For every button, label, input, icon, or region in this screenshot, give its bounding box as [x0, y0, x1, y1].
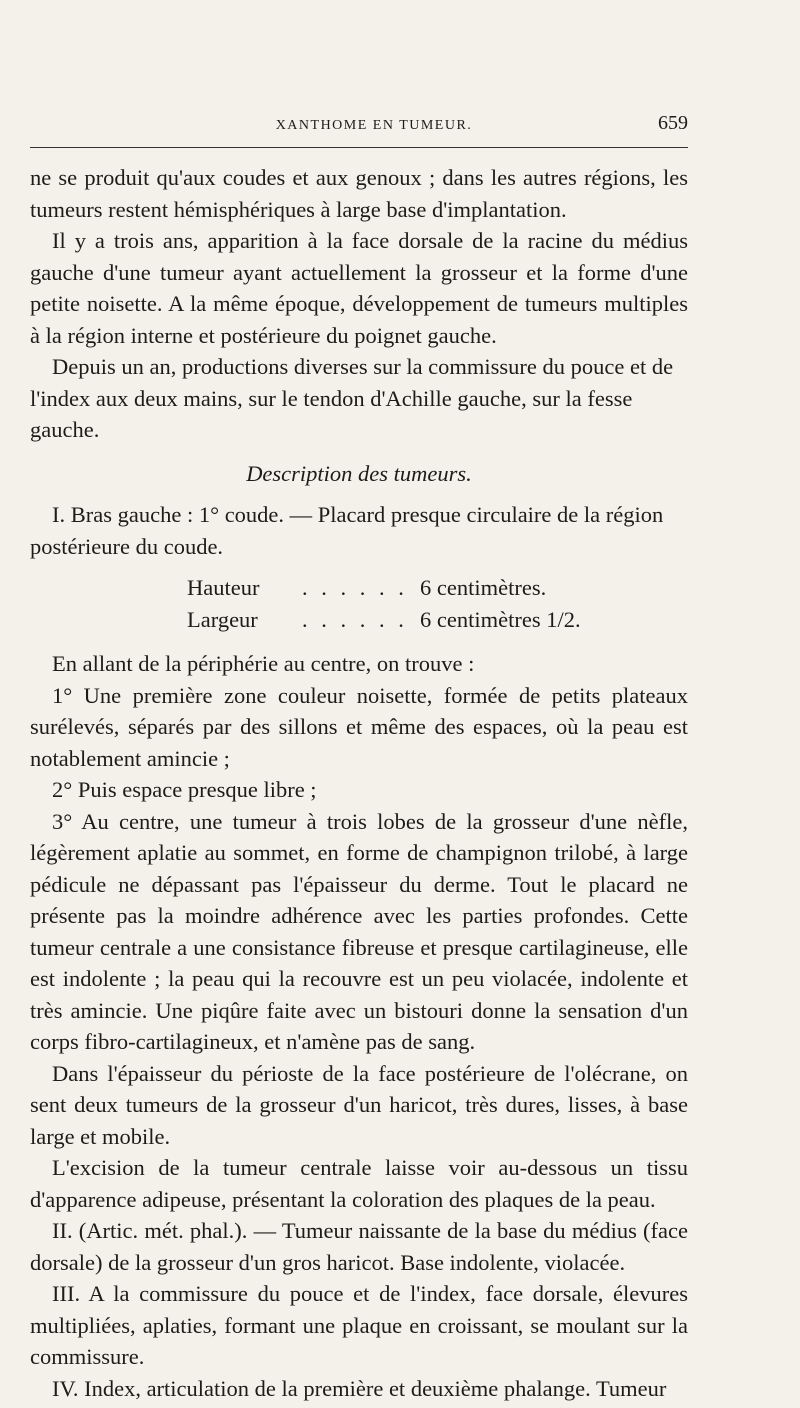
paragraph: I. Bras gauche : 1° coude. — Placard presque circulaire de la région postérieure du coude. [30, 502, 664, 559]
measurement-dots: . . . . . . [302, 575, 408, 600]
paragraph: II. (Artic. mét. phal.). — Tumeur naissante de la base du médius (face dorsale) de la grosseur d'un gros haricot. Base indolente, violacée. [30, 1218, 688, 1275]
section-heading: Description des tumeurs. [246, 460, 472, 486]
measurement-dots: . . . . . . [302, 607, 408, 632]
measurement-value: 6 centimètres. [420, 575, 547, 600]
measurement-table [187, 572, 688, 636]
measurement-label: Hauteur [187, 575, 260, 600]
body-text [30, 162, 688, 1404]
paragraph: 3° Au centre, une tumeur à trois lobes de la grosseur d'une nèfle, légèrement aplatie au sommet, en forme de champignon trilobé, à large pédicule ne dépassant pas l'épaisseur du derme. Tout le placard ne présente pas la moindre adhérence avec les parties profondes. Cette tumeur centrale a une consistance fibreuse et presque cartilagineuse, elle est indolente ; la peau qui la recouvre est un peu violacée, indolente et très amincie. Une piqûre faite avec un bistouri donne la sensation d'un corps fibro-cartilagineux, et n'amène pas de sang. [30, 808, 688, 1054]
header-rule [30, 147, 688, 148]
running-title: XANTHOME EN TUMEUR. [275, 118, 473, 133]
paragraph: IV. Index, articulation de la première et deuxième phalange. Tumeur [52, 1375, 667, 1401]
measurement-row [187, 572, 688, 604]
paragraph: L'excision de la tumeur centrale laisse voir au-dessous un tissu d'apparence adipeuse, présentant la coloration des plaques de la peau. [30, 1155, 688, 1212]
paragraph: En allant de la périphérie au centre, on trouve : [52, 651, 475, 676]
paragraph: ne se produit qu'aux coudes et aux genoux ; dans les autres régions, les tumeurs restent hémisphériques à large base d'implantation. [30, 165, 688, 222]
paragraph: Depuis un an, productions diverses sur la commissure du pouce et de l'index aux deux mains, sur le tendon d'Achille gauche, sur la fesse gauche. [30, 354, 674, 442]
page-header [30, 112, 688, 135]
paragraph: Il y a trois ans, apparition à la face dorsale de la racine du médius gauche d'une tumeur ayant actuellement la grosseur et la forme d'une petite noisette. A la même époque, développement de tumeurs multiples à la région interne et postérieure du poignet gauche. [30, 228, 688, 348]
paragraph: III. A la commissure du pouce et de l'index, face dorsale, élevures multipliées, aplaties, formant une plaque en croissant, se moulant sur la commissure. [30, 1281, 688, 1369]
measurement-row [187, 604, 688, 636]
paragraph: 2° Puis espace presque libre ; [52, 777, 317, 802]
measurement-value: 6 centimètres 1/2. [420, 607, 581, 632]
measurement-label: Largeur [187, 607, 258, 632]
paragraph: 1° Une première zone couleur noisette, formée de petits plateaux surélevés, séparés par des sillons et même des espaces, où la peau est notablement amincie ; [30, 682, 688, 771]
page-number: 659 [658, 112, 688, 134]
paragraph: Dans l'épaisseur du périoste de la face postérieure de l'olécrane, on sent deux tumeurs de la grosseur d'un haricot, très dures, lisses, à base large et mobile. [30, 1060, 688, 1149]
